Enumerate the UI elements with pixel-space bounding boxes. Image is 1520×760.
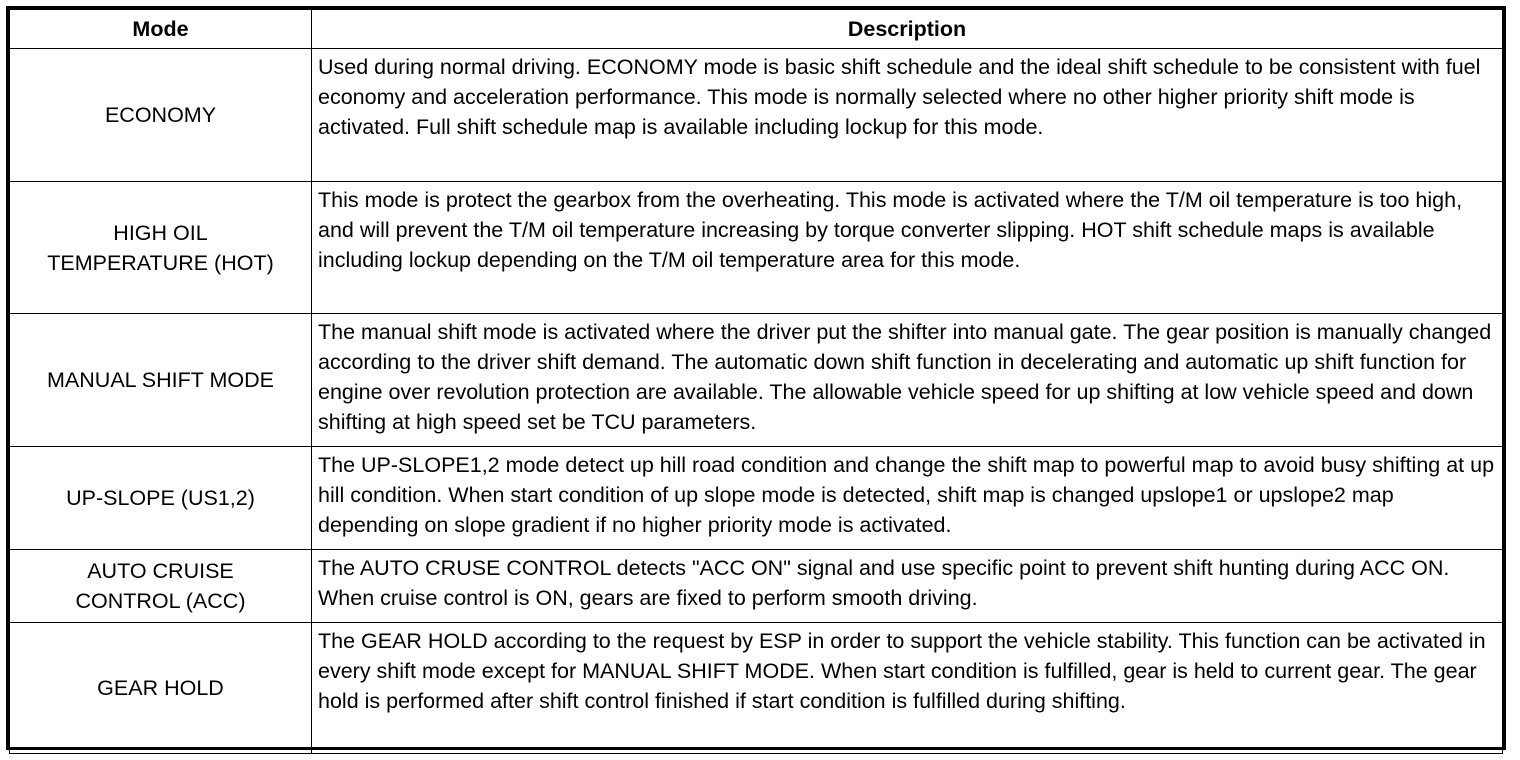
mode-name: UP-SLOPE (US1,2)	[66, 486, 255, 510]
header-mode: Mode	[10, 10, 312, 49]
description-cell: The AUTO CRUSE CONTROL detects "ACC ON" signal and use specific point to prevent shift hunting during ACC ON. When cruise control is ON, gears are fixed to perform smooth driving.	[312, 550, 1503, 623]
mode-name: GEAR HOLD	[97, 676, 224, 700]
table-row	[10, 314, 1503, 447]
mode-name-line-1: HIGH OIL	[113, 220, 208, 245]
table-row	[10, 182, 1503, 314]
header-row	[10, 10, 1503, 49]
table-row	[10, 49, 1503, 182]
mode-cell	[10, 182, 312, 314]
description-cell: The manual shift mode is activated where the driver put the shifter into manual gate. The gear position is manually changed according to the driver shift demand. The automatic down shift function in decelerating and automatic up shift function for engine over revolution protection are available. The allowable vehicle speed for up shifting at low vehicle speed and down shifting at high speed set be TCU parameters.	[312, 314, 1503, 447]
mode-cell	[10, 49, 312, 182]
description-cell: The UP-SLOPE1,2 mode detect up hill road condition and change the shift map to powerful map to avoid busy shifting at up hill condition. When start condition of up slope mode is detected, shift map is changed upslope1 or upslope2 map depending on slope gradient if no higher priority mode is activated.	[312, 447, 1503, 550]
mode-cell	[10, 623, 312, 754]
mode-name-line-2: CONTROL (ACC)	[75, 589, 246, 613]
description-cell: The GEAR HOLD according to the request by ESP in order to support the vehicle stability. This function can be activated in every shift mode except for MANUAL SHIFT MODE. When start condition is fulfilled, gear is held to current gear. The gear hold is performed after shift control finished if start condition is fulfilled during shifting.	[312, 623, 1503, 754]
mode-name: ECONOMY	[104, 103, 217, 127]
mode-name-line-1: AUTO CRUISE	[87, 559, 234, 583]
mode-cell	[10, 447, 312, 550]
shift-mode-table	[6, 6, 1506, 750]
description-cell: Used during normal driving. ECONOMY mode is basic shift schedule and the ideal shift schedule to be consistent with fuel economy and acceleration performance. This mode is normally selected where no other higher priority shift mode is activated. Full shift schedule map is available including lockup for this mode.	[312, 49, 1503, 182]
mode-name: MANUAL SHIFT MODE	[47, 368, 274, 392]
mode-cell	[10, 550, 312, 623]
table-row	[10, 623, 1503, 754]
header-description: Description	[312, 10, 1503, 49]
table-row	[10, 447, 1503, 550]
description-cell: This mode is protect the gearbox from the overheating. This mode is activated where the T/M oil temperature is too high, and will prevent the T/M oil temperature increasing by torque converter slipping. HOT shift schedule maps is available including lockup depending on the T/M oil temperature area for this mode.	[312, 182, 1503, 314]
table	[9, 9, 1503, 754]
table-row	[10, 550, 1503, 623]
mode-cell	[10, 314, 312, 447]
mode-name-line-2: TEMPERATURE (HOT)	[47, 250, 274, 275]
